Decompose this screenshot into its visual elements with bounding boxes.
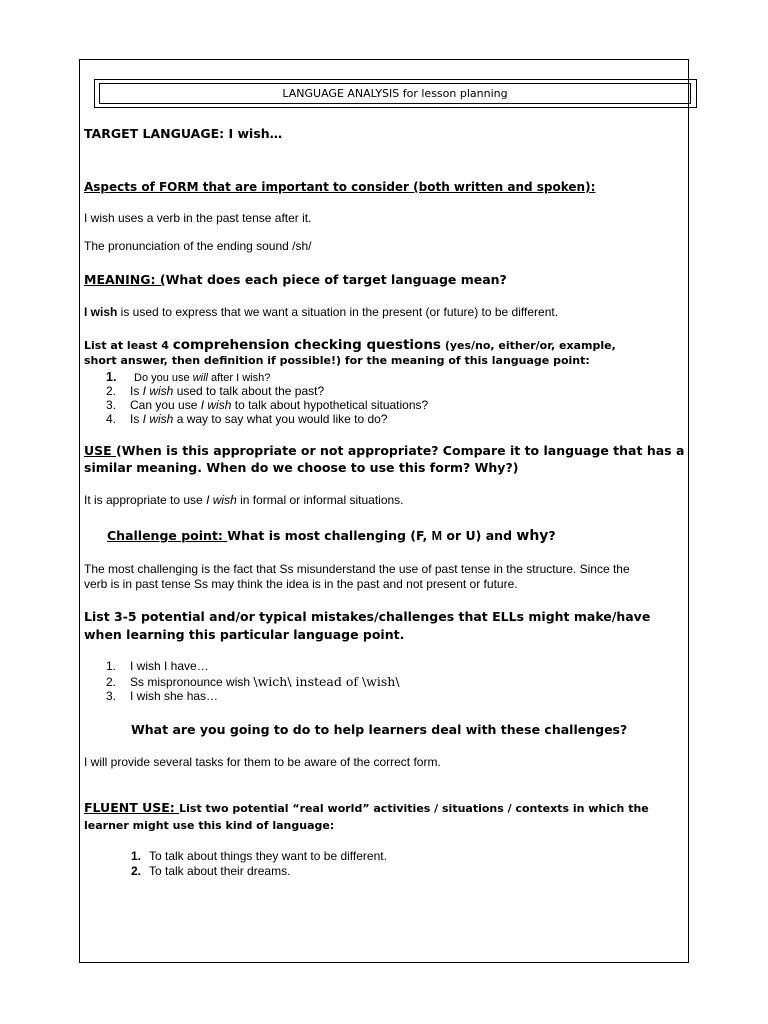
- target-language: TARGET LANGUAGE: I wish…: [84, 126, 283, 141]
- ccq-item-2-num: 2.: [106, 384, 117, 398]
- fluent-heading: [84, 800, 649, 815]
- ccq-item-3: [106, 398, 428, 412]
- fluent-item-1-text: To talk about things they want to be different.: [149, 849, 387, 863]
- ccq-item-1-num: 1.: [106, 370, 117, 384]
- fluent-label: FLUENT USE:: [84, 800, 180, 815]
- form-heading: Aspects of FORM that are important to consider (both written and spoken):: [84, 180, 596, 194]
- mistake-item-1-text: I wish I have…: [130, 659, 209, 673]
- fluent-item-1: [131, 849, 387, 863]
- mistake-item-2-text: Ss mispronounce wish \wich\ instead of \wish\: [130, 674, 400, 689]
- help-answer: I will provide several tasks for them to be aware of the correct form.: [84, 755, 441, 769]
- challenge-answer-line2: verb is in past tense Ss may think the idea is in the past and not present or future.: [84, 577, 518, 591]
- challenge-label: Challenge point:: [107, 528, 228, 543]
- ccq-item-4-text: Is I wish a way to say what you would like to do?: [130, 412, 388, 426]
- use-label: USE: [84, 443, 117, 458]
- ccq-intro-a: List at least 4: [84, 339, 173, 352]
- mistake-item-3-num: 3.: [106, 689, 117, 703]
- challenge-heading: Challenge point: What is most challenging (F, M or U) and why?: [107, 528, 556, 544]
- ccq-intro-line2: short answer, then definition if possible!) for the meaning of this language point:: [84, 354, 590, 367]
- fluent-question-line2: learner might use this kind of language:: [84, 819, 335, 832]
- meaning-question: What does each piece of target language mean?: [165, 272, 507, 287]
- fluent-item-2: [131, 864, 290, 878]
- fluent-question-line1: List two potential “real world” activities / situations / contexts in which the: [179, 802, 649, 815]
- mistake-item-2-num: 2.: [106, 675, 117, 689]
- meaning-answer-lead: I wish: [84, 305, 118, 319]
- mistake-item-2: [106, 674, 400, 689]
- meaning-answer: [84, 305, 558, 319]
- ccq-item-2: [106, 384, 324, 398]
- form-line-2: The pronunciation of the ending sound /sh/: [84, 239, 312, 253]
- help-question: What are you going to do to help learners deal with these challenges?: [131, 722, 628, 737]
- mistakes-heading-line2: when learning this particular language point.: [84, 627, 405, 642]
- mistake-item-3: [106, 689, 218, 703]
- meaning-heading: [84, 272, 507, 287]
- meaning-label: MEANING: (: [84, 272, 166, 287]
- form-line-1: I wish uses a verb in the past tense after it.: [84, 211, 312, 225]
- use-question-line1: (When is this appropriate or not appropriate? Compare it to language that has a: [116, 443, 685, 458]
- fluent-item-2-num: 2.: [131, 864, 142, 878]
- ccq-intro-c: (yes/no, either/or, example,: [440, 339, 616, 352]
- page-title: LANGUAGE ANALYSIS for lesson planning: [99, 83, 691, 104]
- fluent-item-1-num: 1.: [131, 849, 142, 863]
- use-answer: It is appropriate to use I wish in formal or informal situations.: [84, 493, 404, 507]
- ccq-item-3-num: 3.: [106, 398, 117, 412]
- ccq-item-4: [106, 412, 387, 426]
- ccq-item-1: [106, 370, 270, 384]
- ccq-item-3-text: Can you use I wish to talk about hypothetical situations?: [130, 398, 429, 412]
- ccq-intro-b: comprehension checking questions: [172, 337, 441, 353]
- mistake-item-1: [106, 659, 209, 673]
- challenge-answer-line1: The most challenging is the fact that Ss misunderstand the use of past tense in the structure. Since the: [84, 562, 630, 576]
- ccq-item-2-text: Is I wish used to talk about the past?: [130, 384, 325, 398]
- use-heading: [84, 443, 684, 458]
- ccq-intro: [84, 337, 616, 353]
- mistake-item-3-text: I wish she has…: [130, 689, 219, 703]
- ccq-item-1-text: Do you use will after I wish?: [134, 372, 271, 384]
- mistake-item-1-num: 1.: [106, 659, 117, 673]
- use-question-line2: similar meaning. When do we choose to use this form? Why?): [84, 460, 519, 475]
- mistakes-heading-line1: List 3-5 potential and/or typical mistakes/challenges that ELLs might make/have: [84, 609, 651, 624]
- fluent-item-2-text: To talk about their dreams.: [149, 864, 291, 878]
- ccq-item-4-num: 4.: [106, 412, 117, 426]
- meaning-answer-rest: is used to express that we want a situation in the present (or future) to be different.: [117, 305, 559, 319]
